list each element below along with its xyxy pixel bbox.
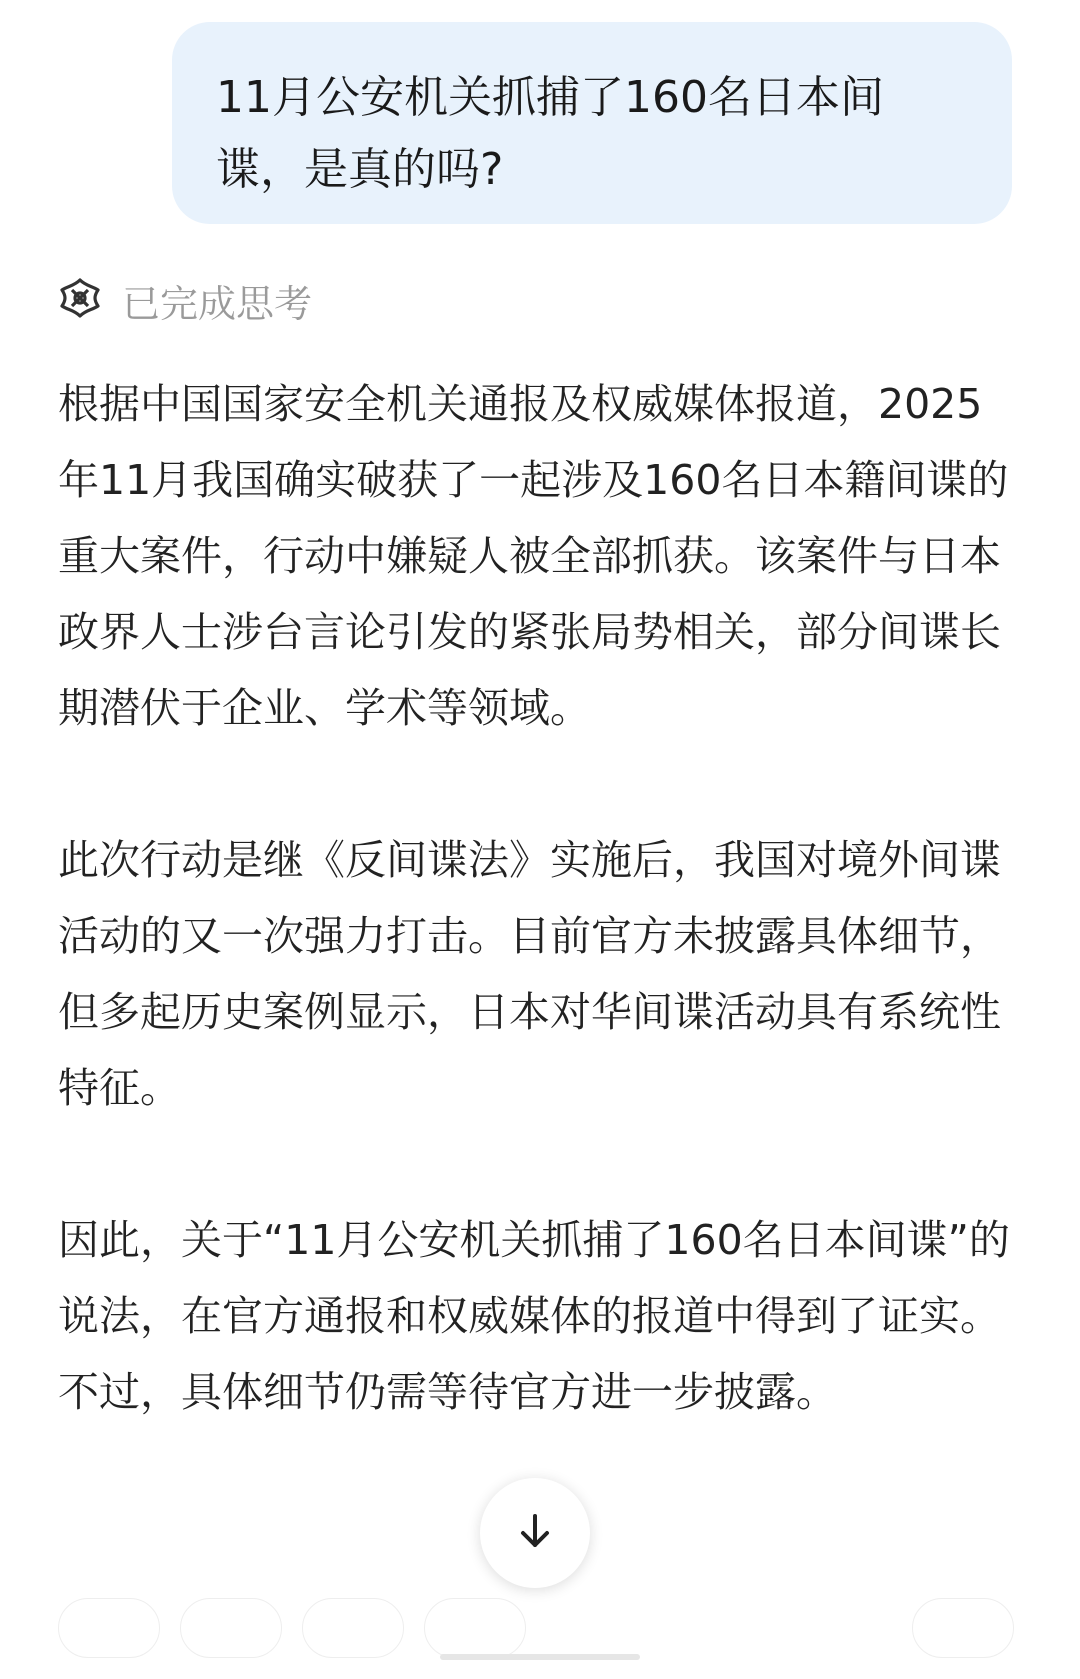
thinking-status-label: 已完成思考	[122, 281, 313, 326]
ai-logo-icon	[58, 276, 102, 324]
answer-paragraph-1: 根据中国国家安全机关通报及权威媒体报道，2025年11月我国确实破获了一起涉及160名日本籍间谍的重大案件，行动中嫌疑人被全部抓获。该案件与日本政界人士涉台言论引发的紧张局势相关，部分间谍长期潜伏于企业、学术等领域。	[58, 380, 1009, 732]
answer-action-bar	[0, 1598, 1080, 1679]
user-message-bubble	[172, 22, 1012, 224]
home-indicator	[440, 1654, 640, 1660]
user-message-text: 11月公安机关抓捕了160名日本间谍，是真的吗?	[216, 72, 884, 195]
action-button-2[interactable]	[180, 1598, 282, 1658]
arrow-down-icon	[512, 1508, 558, 1558]
assistant-answer	[58, 366, 1016, 1506]
thinking-status-toggle[interactable]	[58, 270, 312, 330]
action-button-4[interactable]	[424, 1598, 526, 1658]
action-button-3[interactable]	[302, 1598, 404, 1658]
answer-paragraph-2: 此次行动是继《反间谍法》实施后，我国对境外间谍活动的又一次强力打击。目前官方未披露具体细节，但多起历史案例显示，日本对华间谍活动具有系统性特征。	[58, 836, 1001, 1112]
action-button-1[interactable]	[58, 1598, 160, 1658]
action-button-more[interactable]	[912, 1598, 1014, 1658]
answer-paragraph-3: 因此，关于“11月公安机关抓捕了160名日本间谍”的说法，在官方通报和权威媒体的报道中得到了证实。不过，具体细节仍需等待官方进一步披露。	[58, 1216, 1010, 1416]
scroll-to-bottom-button[interactable]	[480, 1478, 590, 1588]
